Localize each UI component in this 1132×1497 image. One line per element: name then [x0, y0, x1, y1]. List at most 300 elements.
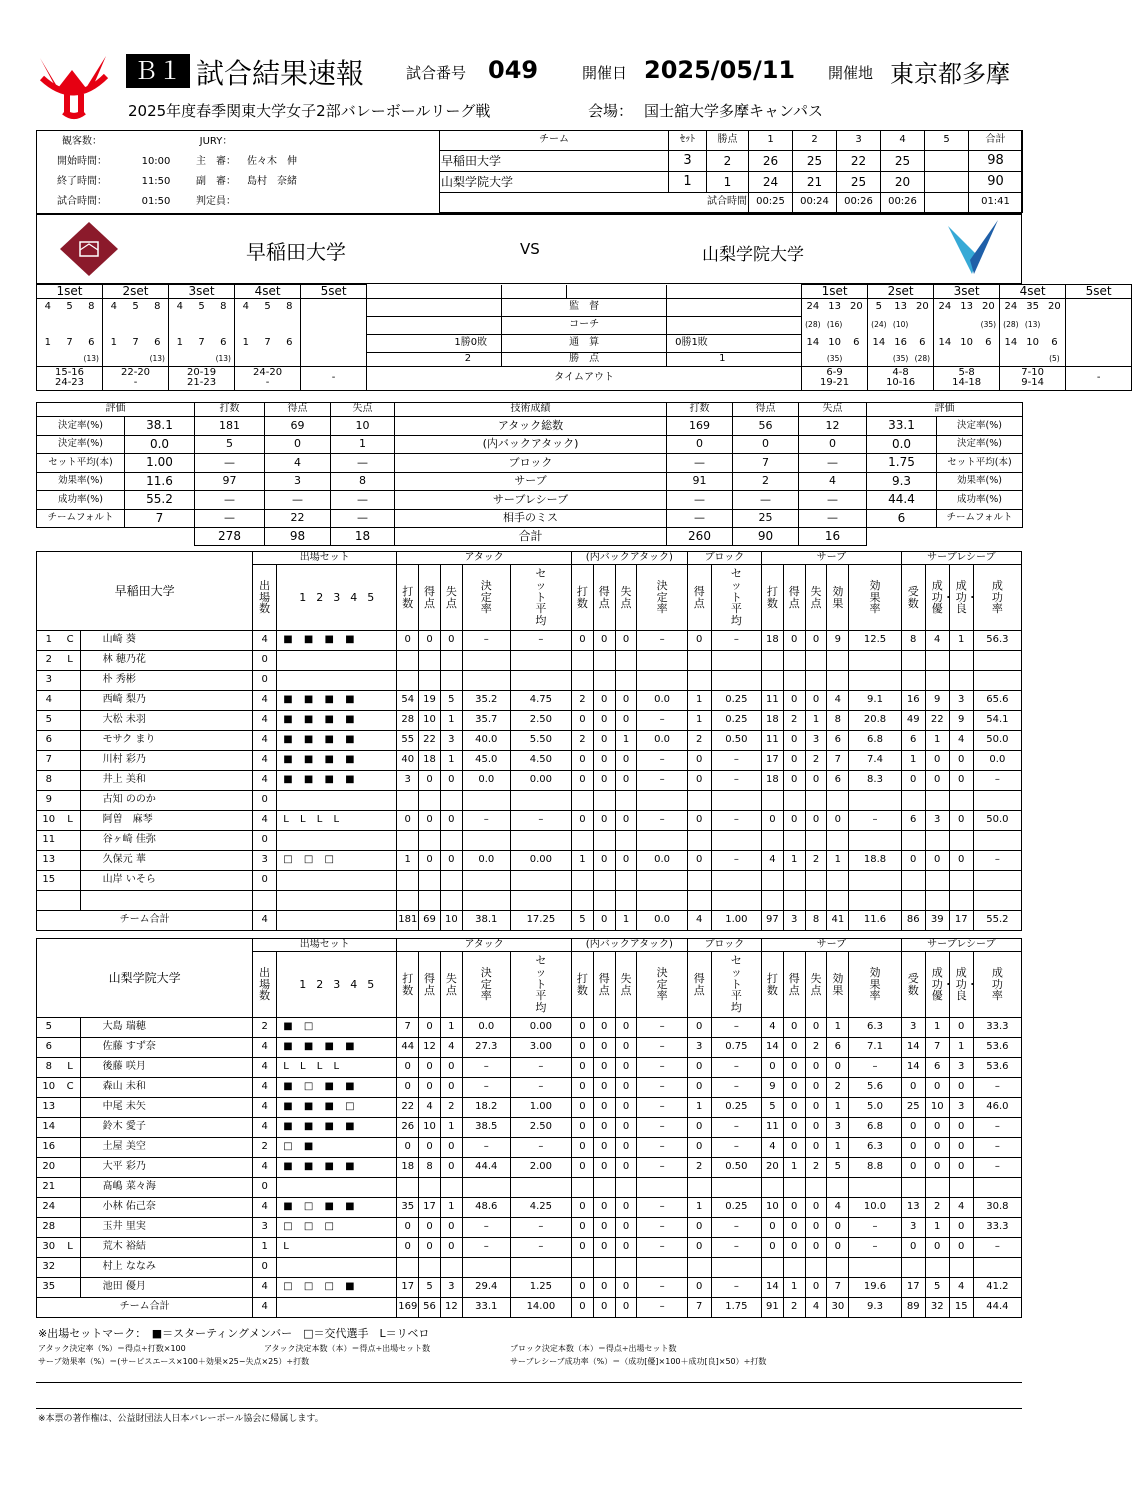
home-set-header: 2set	[103, 285, 169, 299]
player-stat: –	[510, 1138, 571, 1158]
setavg-header	[510, 952, 571, 1018]
player-stat: 11	[761, 1118, 783, 1138]
home-rotation-cell	[147, 316, 169, 334]
league-name: 2025年度春季関東大学女子2部バレーボールリーグ戦	[128, 102, 491, 120]
player-name: 玉井 里実	[80, 1218, 253, 1238]
player-stat: 3	[949, 1058, 973, 1078]
player-stat: 4	[949, 1278, 973, 1298]
player-stat: 1	[949, 1038, 973, 1058]
player-stat	[711, 891, 761, 911]
player-stat: 6.8	[849, 1118, 901, 1138]
player-name: 山岸 いそら	[80, 871, 253, 891]
player-stat	[949, 891, 973, 911]
home-rotation-cell	[235, 316, 257, 334]
player-stat: 0	[615, 1158, 637, 1178]
away-rotation-cell	[1066, 352, 1088, 366]
set-marks	[277, 651, 397, 671]
player-stat: 6	[901, 811, 925, 831]
set-marks: □ ■	[277, 1138, 397, 1158]
team-total-label: チーム合計	[37, 1298, 253, 1318]
player-stat: 6.3	[849, 1018, 901, 1038]
seiko-header	[973, 565, 1021, 631]
player-stat: 44.4	[462, 1158, 510, 1178]
rot-blank	[667, 316, 802, 334]
player-stat	[761, 651, 783, 671]
score-value: 24	[749, 172, 793, 193]
player-stat	[571, 1258, 593, 1278]
away-rotation-cell: 24	[1000, 298, 1022, 316]
set-time: 00:25	[749, 193, 793, 213]
player-stat: L	[61, 1238, 81, 1258]
player-stat: 0	[805, 1138, 827, 1158]
player-stat: 4	[253, 1198, 277, 1218]
set-marks: ■ ■ ■ ■	[277, 1038, 397, 1058]
info-cell: 11:50	[141, 175, 171, 187]
kettei-header-text: 決定率	[480, 578, 492, 616]
player-stat: 20.8	[849, 711, 901, 731]
set-marks: ■ □ ■ ■	[277, 1078, 397, 1098]
tech-cell: —	[667, 509, 733, 528]
player-stat: 6	[901, 731, 925, 751]
player-stat	[397, 671, 419, 691]
player-stat	[925, 651, 949, 671]
player-stat: 9	[949, 711, 973, 731]
away-rotation-cell: 6	[846, 334, 868, 352]
player-stat: –	[637, 711, 687, 731]
away-rotation-cell: 13	[828, 301, 841, 313]
player-stat: 2.50	[510, 1118, 571, 1138]
player-stat	[949, 1258, 973, 1278]
away-rotation-cell	[1066, 298, 1088, 316]
set-marks	[277, 891, 397, 911]
player-stat: 0	[949, 771, 973, 791]
player-stat	[397, 1258, 419, 1278]
set-number: 4	[350, 977, 358, 991]
player-stat	[61, 831, 81, 851]
home-rotation-cell	[323, 334, 345, 352]
player-stat: 0	[253, 1178, 277, 1198]
player-stat: 2	[925, 1198, 949, 1218]
player-stat	[901, 831, 925, 851]
tech-cell: —	[799, 491, 867, 510]
player-stat: 0	[571, 811, 593, 831]
player-stat	[593, 671, 615, 691]
player-stat: 2	[805, 1158, 827, 1178]
player-stat: 50.0	[973, 731, 1021, 751]
player-stat	[949, 831, 973, 851]
kettei-header-text: 決定率	[656, 578, 668, 616]
team-total-stat: 86	[901, 911, 925, 931]
player-stat: 46.0	[973, 1098, 1021, 1118]
player-stat: 1	[687, 711, 711, 731]
player-stat: 1	[827, 1098, 849, 1118]
player-stat: 24	[37, 1198, 61, 1218]
score-value: 1	[707, 172, 749, 193]
player-stat: 0	[397, 811, 419, 831]
away-set-header: 2set	[868, 285, 934, 299]
away-rotation-cell: 16	[894, 336, 907, 348]
kouka-header	[827, 565, 849, 631]
away-rotation-cell: 6	[912, 334, 934, 352]
home-timeout-1: 15-16	[54, 367, 85, 379]
player-stat: 5.6	[849, 1078, 901, 1098]
player-stat: 1	[783, 1158, 805, 1178]
player-stat: 16	[901, 691, 925, 711]
player-name: 小林 佑己奈	[80, 1198, 253, 1218]
player-stat	[419, 651, 441, 671]
player-stat: 53.6	[973, 1058, 1021, 1078]
home-rotation-cell: 8	[147, 298, 169, 316]
home-rotation-cell	[279, 352, 301, 366]
player-stat: 0	[419, 1138, 441, 1158]
player-stat: 18	[761, 771, 783, 791]
player-stat: 0	[615, 851, 637, 871]
team-total-stat: –	[637, 1298, 687, 1318]
player-stat: 0.75	[711, 1038, 761, 1058]
player-name: 佐藤 すず奈	[80, 1038, 253, 1058]
player-stat: 11	[37, 831, 61, 851]
set-marks: L	[277, 1238, 397, 1258]
player-stat: 0	[571, 1078, 593, 1098]
player-stat: 4	[253, 631, 277, 651]
date-label: 開催日	[582, 64, 628, 82]
home-rotation-cell: 1	[103, 334, 125, 352]
player-stat	[805, 791, 827, 811]
away-team-name: 山梨学院大学	[702, 245, 804, 265]
team-total-stat: 14.00	[510, 1298, 571, 1318]
player-name: 古知 ののか	[80, 791, 253, 811]
player-stat: 0	[687, 1238, 711, 1258]
tokuten-header	[593, 952, 615, 1018]
player-stat: 7	[37, 751, 61, 771]
home-rotation-cell	[169, 352, 191, 366]
player-stat	[711, 791, 761, 811]
player-stat	[61, 711, 81, 731]
player-stat: 53.6	[973, 1038, 1021, 1058]
player-stat: –	[510, 1238, 571, 1258]
set-marks: □ □ □	[277, 851, 397, 871]
player-stat: 1	[615, 731, 637, 751]
player-stat: 4	[949, 731, 973, 751]
player-stat: –	[711, 631, 761, 651]
player-stat: 0	[593, 1078, 615, 1098]
team-total-stat: 5	[571, 911, 593, 931]
player-stat: 0	[925, 1158, 949, 1178]
home-timeout-1: 22-20	[120, 367, 151, 379]
player-stat	[925, 791, 949, 811]
away-timeout	[1000, 366, 1066, 390]
tech-blank	[37, 528, 195, 546]
player-name: 西崎 梨乃	[80, 691, 253, 711]
away-rotation-cell: 10	[1026, 336, 1039, 348]
player-stat: 55	[397, 731, 419, 751]
player-stat: 0	[615, 771, 637, 791]
player-stat: 0.25	[711, 1198, 761, 1218]
player-stat: –	[711, 1138, 761, 1158]
player-stat: 4	[253, 711, 277, 731]
player-stat	[615, 871, 637, 891]
info-cell: 01:50	[141, 195, 171, 207]
player-stat: –	[637, 1198, 687, 1218]
player-stat	[510, 791, 571, 811]
player-stat: 4.25	[510, 1198, 571, 1218]
player-stat	[687, 651, 711, 671]
player-stat	[615, 671, 637, 691]
home-rotation-cell	[213, 316, 235, 334]
player-stat: 0	[440, 1218, 462, 1238]
away-set-header: 1set	[802, 285, 868, 299]
player-stat: 17	[901, 1278, 925, 1298]
tech-cell: 9.3	[867, 472, 937, 491]
back-header: (内バックアタック)	[571, 939, 687, 952]
player-stat: –	[711, 771, 761, 791]
player-stat: –	[973, 1238, 1021, 1258]
player-stat: 5	[925, 1278, 949, 1298]
tech-table	[36, 402, 1023, 546]
home-set-header: 3set	[169, 285, 235, 299]
tech-cell: 5	[195, 435, 265, 454]
player-stat: 22	[419, 731, 441, 751]
away-rotation-cell	[912, 316, 934, 334]
player-stat: 0	[593, 711, 615, 731]
player-stat: 7	[827, 1278, 849, 1298]
player-stat: –	[973, 851, 1021, 871]
player-stat: 0	[783, 751, 805, 771]
away-rotation-cell: (24)	[868, 316, 890, 334]
played-header-text: 出場数	[259, 965, 271, 1003]
player-stat: 40.0	[462, 731, 510, 751]
team-total-stat: 1.75	[711, 1298, 761, 1318]
info-cell: 終了時間：	[57, 175, 107, 187]
uke-header	[901, 565, 925, 631]
team-total-stat: 0	[593, 1298, 615, 1318]
player-stat: 1	[440, 711, 462, 731]
team-total-stat: 12	[440, 1298, 462, 1318]
player-stat: 5.0	[849, 1098, 901, 1118]
player-stat: 0	[949, 1118, 973, 1138]
player-stat	[253, 891, 277, 911]
home-timeout	[37, 366, 103, 390]
player-stat: 0	[419, 1218, 441, 1238]
uke-header	[901, 952, 925, 1018]
info-cell: 開始時間：	[57, 155, 107, 167]
player-stat: 0	[949, 751, 973, 771]
player-stat	[849, 891, 901, 911]
player-stat: –	[462, 811, 510, 831]
home-timeout-1: 24-20	[253, 367, 283, 379]
player-stat	[973, 791, 1021, 811]
player-stat: 35	[397, 1198, 419, 1218]
player-stat: 0	[440, 1238, 462, 1258]
home-timeout	[169, 366, 235, 390]
away-rotation-cell: 10	[828, 336, 841, 348]
player-stat	[440, 891, 462, 911]
set-marks	[277, 1258, 397, 1278]
player-stat	[440, 791, 462, 811]
player-stat: –	[637, 771, 687, 791]
player-stat: 0	[593, 1138, 615, 1158]
player-stat: 5.50	[510, 731, 571, 751]
formula-serve: サーブ効果率（%）＝(サービスエース×100＋効果×25−失点×25）÷打数	[38, 1357, 310, 1366]
tech-cell: —	[195, 491, 265, 510]
player-stat: –	[510, 1218, 571, 1238]
player-stat: 0	[615, 1218, 637, 1238]
tech-cell: 成功率(%)	[37, 491, 125, 510]
shitten-header	[440, 565, 462, 631]
team-total-stat: 39	[925, 911, 949, 931]
away-rotation-cell	[1088, 298, 1110, 316]
player-stat: 3.00	[510, 1038, 571, 1058]
tokuten-header	[419, 565, 441, 631]
player-stat: 4.75	[510, 691, 571, 711]
eval-header: 評価	[37, 403, 195, 417]
attack-header: アタック	[397, 552, 572, 565]
player-stat	[973, 671, 1021, 691]
score-value	[925, 151, 969, 172]
tech-cell: 0	[265, 435, 331, 454]
player-stat	[571, 1178, 593, 1198]
player-stat	[637, 671, 687, 691]
player-stat: 30.8	[973, 1198, 1021, 1218]
player-stat	[593, 1178, 615, 1198]
player-name: 中尾 未矢	[80, 1098, 253, 1118]
player-stat: 0	[949, 811, 973, 831]
player-stat: 0	[397, 631, 419, 651]
away-rotation-cell: 6	[978, 334, 1000, 352]
player-stat: 28	[397, 711, 419, 731]
team-total-played: 4	[253, 911, 277, 931]
away-timeout-2: 10-16	[886, 377, 916, 389]
tech-cell: セット平均(本)	[937, 454, 1023, 473]
jva-logo	[34, 48, 114, 118]
player-stat: 56.3	[973, 631, 1021, 651]
away-points: 1	[667, 352, 802, 366]
player-stat	[805, 831, 827, 851]
set-time: 00:26	[881, 193, 925, 213]
score-header: ｾｯﾄ	[669, 131, 707, 151]
tech-cell: 4	[799, 472, 867, 491]
player-stat	[419, 831, 441, 851]
rot-blank: 1勝0敗	[367, 334, 502, 352]
kettei-header-text: 決定率	[480, 965, 492, 1003]
player-name: 朴 秀彬	[80, 671, 253, 691]
tech-cell: 決定率(%)	[37, 417, 125, 436]
player-stat: 14	[901, 1058, 925, 1078]
player-stat: 40	[397, 751, 419, 771]
player-stat: 0	[571, 1238, 593, 1258]
player-stat: 0	[783, 1098, 805, 1118]
player-stat	[397, 1178, 419, 1198]
rot-blank	[567, 285, 667, 299]
player-stat: –	[973, 1138, 1021, 1158]
player-stat: –	[637, 1218, 687, 1238]
recv-header: サーブレシーブ	[901, 939, 1021, 952]
away-rotation-cell	[934, 352, 956, 366]
player-stat: 4	[253, 1058, 277, 1078]
player-stat: 0	[419, 811, 441, 831]
player-stat: 1	[687, 691, 711, 711]
player-stat: 14	[901, 1038, 925, 1058]
player-stat: 0	[397, 1138, 419, 1158]
home-rotation-cell: 6	[81, 334, 103, 352]
home-rotation-cell	[345, 298, 367, 316]
player-stat: 1	[949, 631, 973, 651]
away-rotation-cell	[846, 316, 868, 334]
player-name: 久保元 華	[80, 851, 253, 871]
player-stat	[849, 791, 901, 811]
player-stat: 0	[783, 1038, 805, 1058]
player-name: 大平 彩乃	[80, 1158, 253, 1178]
player-stat: 54.1	[973, 711, 1021, 731]
player-stat: 11	[761, 731, 783, 751]
home-set-header: 4set	[235, 285, 301, 299]
score-header: 合計	[969, 131, 1023, 151]
player-stat: 1	[397, 851, 419, 871]
away-rotation-cell: (35)	[826, 353, 843, 363]
tokuten-header: 得点	[265, 403, 331, 417]
player-stat: 0	[805, 691, 827, 711]
team-total-stat: 91	[761, 1298, 783, 1318]
player-stat: 30	[37, 1238, 61, 1258]
player-stat	[61, 1198, 81, 1218]
team-total-stat: 0	[593, 911, 615, 931]
team-total-stat: 32	[925, 1298, 949, 1318]
player-stat: 0	[571, 1038, 593, 1058]
player-stat: 2	[687, 731, 711, 751]
kettei-header	[462, 952, 510, 1018]
tokuten-header-text: 得点	[693, 971, 705, 997]
away-rotation-cell: (10)	[892, 320, 909, 330]
player-stat	[510, 831, 571, 851]
home-timeout	[301, 366, 367, 390]
player-stat: 5	[440, 691, 462, 711]
player-name: 土屋 美空	[80, 1138, 253, 1158]
home-rotation-cell: 7	[66, 336, 73, 348]
home-set-header: 1set	[37, 285, 103, 299]
player-stat: 6.8	[849, 731, 901, 751]
tsusan-label: 通 算	[502, 334, 667, 352]
player-stat: 4	[253, 691, 277, 711]
player-stat	[925, 891, 949, 911]
team-total-stat: 0	[571, 1298, 593, 1318]
kantoku-label: 監 督	[502, 298, 667, 316]
player-stat: 12	[419, 1038, 441, 1058]
player-stat: 0	[925, 751, 949, 771]
player-name: 井上 美和	[80, 771, 253, 791]
player-stat	[615, 1178, 637, 1198]
set-number: 5	[367, 590, 375, 604]
player-stat: 0	[615, 1018, 637, 1038]
eval-header: 評価	[867, 403, 1023, 417]
away-player-table	[36, 938, 1022, 1318]
player-stat: 2	[253, 1018, 277, 1038]
match-date: 2025/05/11	[644, 56, 796, 84]
away-timeout-1: 7-10	[1021, 367, 1044, 379]
player-stat: –	[711, 1278, 761, 1298]
player-stat	[637, 791, 687, 811]
tech-total: 260	[667, 528, 733, 546]
player-stat	[783, 651, 805, 671]
tech-cell: 決定率(%)	[937, 417, 1023, 436]
player-stat: 2.00	[510, 1158, 571, 1178]
player-stat	[901, 671, 925, 691]
player-stat	[901, 1258, 925, 1278]
player-stat: 0	[593, 771, 615, 791]
player-stat: 3	[253, 851, 277, 871]
player-stat	[805, 651, 827, 671]
player-name: モサク まり	[80, 731, 253, 751]
player-stat	[397, 791, 419, 811]
